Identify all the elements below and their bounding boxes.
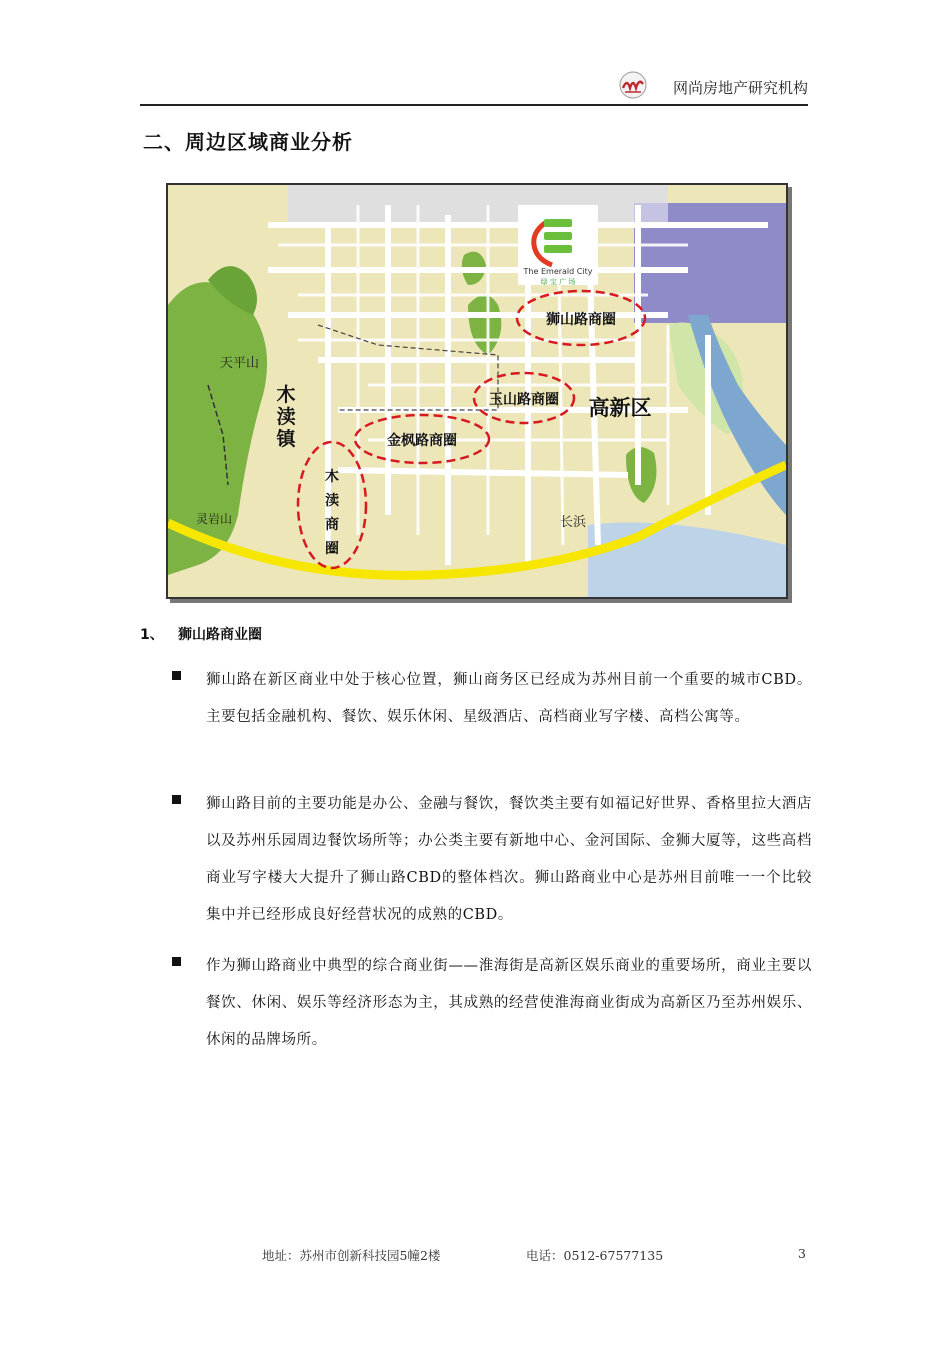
- map-graphic: [168, 185, 786, 597]
- footer-address: 地址：苏州市创新科技园5幢2楼: [262, 1248, 441, 1263]
- brand-en: The Emerald City: [523, 267, 593, 276]
- bullet-item: [172, 948, 812, 1059]
- page-header: [140, 64, 808, 106]
- header-org-name: 网尚房地产研究机构: [672, 79, 808, 97]
- bullet-text: 狮山路在新区商业中处于核心位置，狮山商务区已经成为苏州目前一个重要的城市CBD。主要包括金融机构、餐饮、娱乐休闲、星级酒店、高档商业写字楼、高档公寓等。: [206, 672, 812, 725]
- footer-phone: 电话：0512-67577135: [526, 1248, 664, 1263]
- square-bullet-icon: [172, 671, 181, 680]
- circle-label-shishan: 狮山路商圈: [546, 312, 616, 328]
- town-label-mudu: 木渎镇: [276, 384, 296, 450]
- page-number: 3: [798, 1246, 806, 1261]
- subsection-title: 狮山路商业圈: [178, 627, 262, 643]
- circle-label-yushan: 玉山路商圈: [489, 392, 559, 408]
- brand-cn: 绿 宝 广 场: [540, 278, 576, 286]
- section-title: 二、周边区域商业分析: [143, 130, 353, 154]
- circle-label-jinfeng: 金枫路商圈: [387, 433, 457, 449]
- company-logo-icon: [618, 70, 648, 100]
- place-lingyanshan: 灵岩山: [196, 512, 233, 526]
- place-tianpingshan: 天平山: [220, 356, 260, 371]
- bullet-text: 狮山路目前的主要功能是办公、金融与餐饮，餐饮类主要有如福记好世界、香格里拉大酒店以及苏州乐园周边餐饮场所等；办公类主要有新地中心、金河国际、金狮大厦等，这些高档商业写字楼大大提升了狮山路CBD的整体档次。狮山路商业中心是苏州目前唯一一个比较集中并已经形成良好经营状况的成熟的CBD。: [206, 796, 812, 923]
- area-map: [166, 183, 788, 599]
- square-bullet-icon: [172, 795, 181, 804]
- square-bullet-icon: [172, 957, 181, 966]
- place-changbang: 长浜: [560, 515, 587, 530]
- circle-label-mudu: 木渎商圈: [325, 469, 339, 557]
- bullet-item: [172, 786, 812, 934]
- district-label: 高新区: [588, 396, 652, 420]
- subsection-heading: [140, 624, 262, 644]
- bullet-item: [172, 662, 812, 736]
- subsection-number: 1、: [140, 627, 164, 643]
- bullet-text: 作为狮山路商业中典型的综合商业街——淮海街是高新区娱乐商业的重要场所，商业主要以餐饮、休闲、娱乐等经济形态为主，其成熟的经营使淮海商业街成为高新区乃至苏州娱乐、休闲的品牌场所。: [206, 958, 812, 1048]
